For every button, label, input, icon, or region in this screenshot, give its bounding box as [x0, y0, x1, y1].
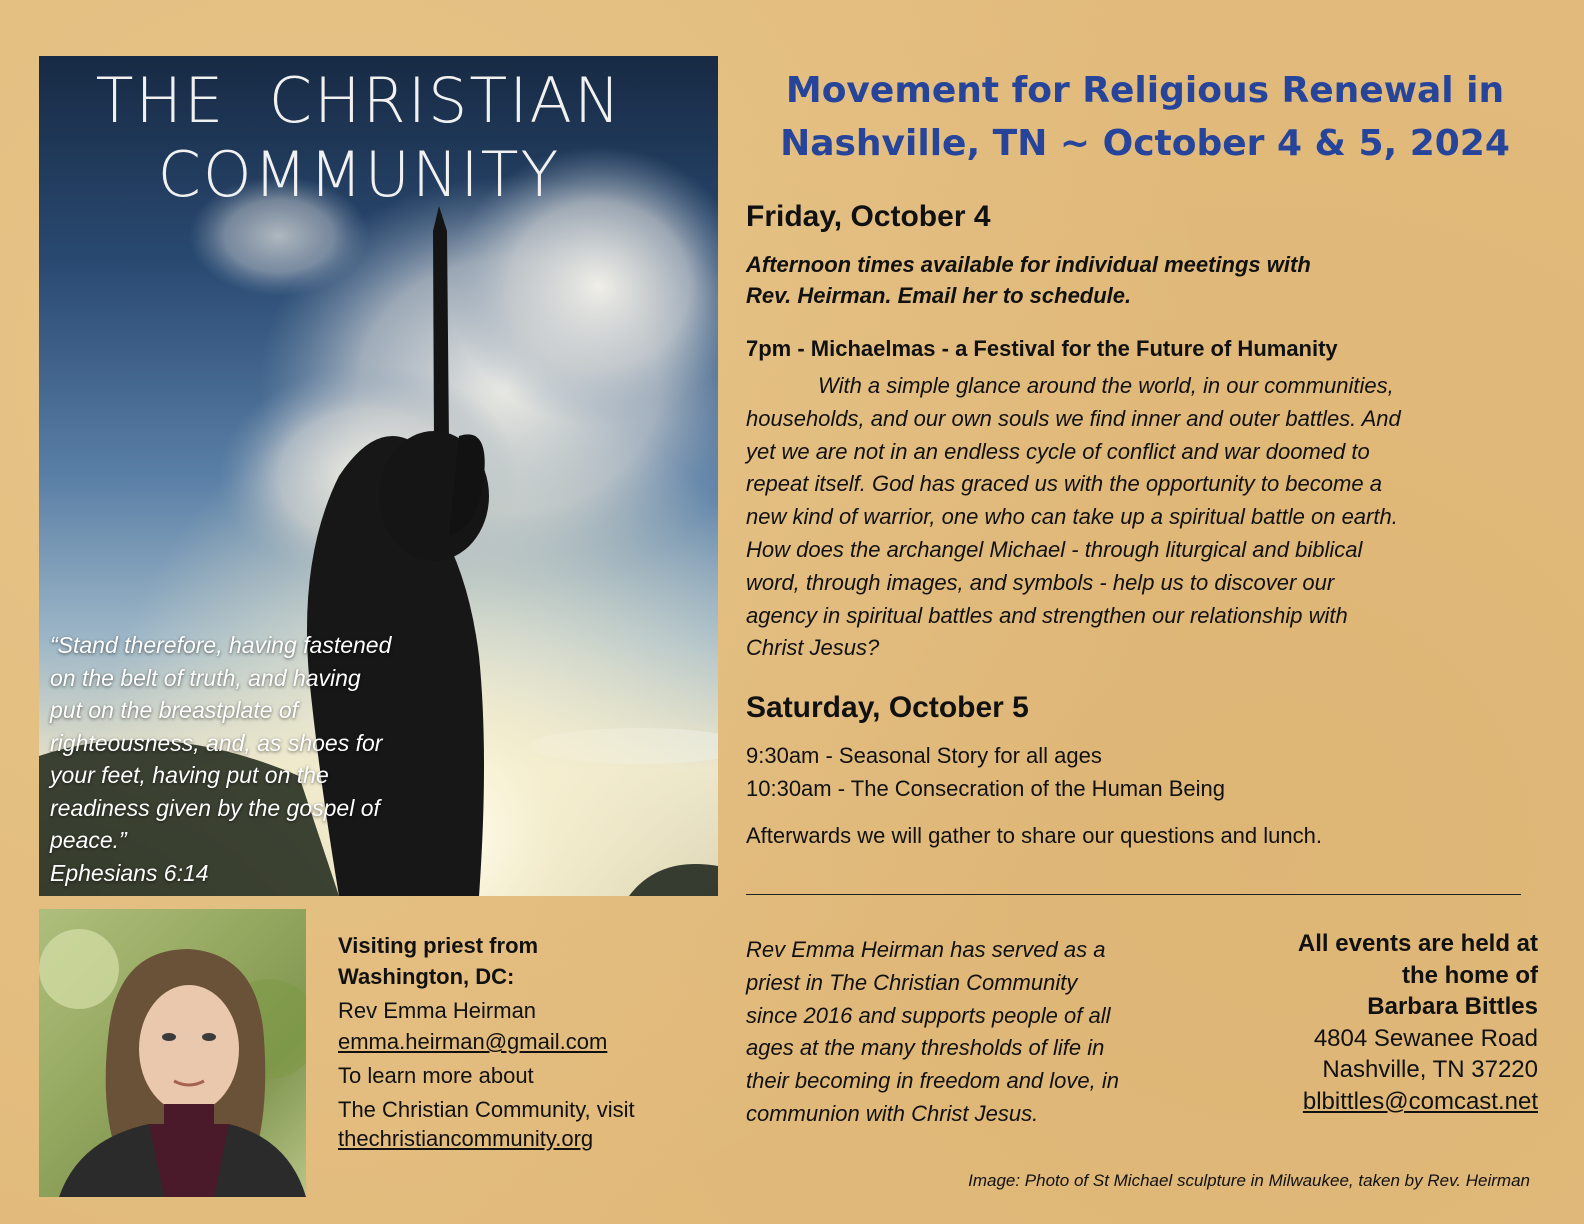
schedule-item: 9:30am - Seasonal Story for all ages	[746, 743, 1102, 768]
divider	[746, 894, 1521, 895]
priest-name: Rev Emma Heirman	[338, 998, 537, 1023]
bio-line: communion with Christ Jesus.	[746, 1100, 1039, 1126]
saturday-schedule	[746, 739, 1526, 852]
description-line: households, and our own souls we find inner and outer battles. And	[746, 405, 1401, 431]
description-line: agency in spiritual battles and strengthen our relationship with	[746, 602, 1348, 628]
portrait-image	[39, 909, 306, 1197]
quote-line: put on the breastplate of	[50, 697, 299, 723]
friday-note-line1: Afternoon times available for individual meetings with	[746, 252, 1311, 277]
hero-photo	[39, 56, 718, 896]
venue-email-link[interactable]: blbittles@comcast.net	[1302, 1087, 1538, 1115]
priest-bio	[746, 934, 1196, 1131]
schedule-item: 10:30am - The Consecration of the Human Being	[746, 776, 1225, 801]
hero-title-line1: THE CHRISTIAN	[95, 64, 623, 137]
priest-portrait-photo	[39, 909, 306, 1197]
priest-email-link[interactable]: emma.heirman@gmail.com	[338, 1029, 608, 1054]
description-line: repeat itself. God has graced us with the opportunity to become a	[746, 471, 1382, 497]
saturday-after: Afterwards we will gather to share our questions and lunch.	[746, 823, 1322, 848]
headline-line2: Nashville, TN ~ October 4 & 5, 2024	[780, 123, 1510, 164]
friday-note	[746, 249, 1506, 311]
description-line: Christ Jesus?	[746, 635, 880, 661]
friday-heading: Friday, October 4	[746, 200, 991, 233]
quote-line: “Stand therefore, having fastened	[50, 632, 392, 658]
hero-title	[39, 64, 679, 212]
learn-more-line1: To learn more about	[338, 1063, 534, 1088]
scripture-quote	[50, 629, 470, 889]
bio-line: ages at the many thresholds of life in	[746, 1035, 1105, 1061]
saturday-heading: Saturday, October 5	[746, 691, 1029, 724]
quote-line: peace.”	[50, 827, 127, 853]
visiting-heading-line2: Washington, DC:	[338, 964, 515, 989]
venue-info	[1200, 928, 1538, 1117]
quote-line: righteousness, and, as shoes for	[50, 729, 383, 756]
venue-line1: All events are held at	[1297, 930, 1538, 957]
venue-host: Barbara Bittles	[1367, 993, 1538, 1020]
quote-line: your feet, having put on the	[50, 762, 329, 788]
description-line: new kind of warrior, one who can take up a spiritual battle on earth.	[746, 504, 1398, 530]
hero-title-line2: COMMUNITY	[157, 138, 561, 211]
image-credit: Image: Photo of St Michael sculpture in Milwaukee, taken by Rev. Heirman	[968, 1171, 1530, 1190]
description-line: yet we are not in an endless cycle of conflict and war doomed to	[746, 438, 1370, 464]
learn-more-line2: The Christian Community, visit	[338, 1097, 635, 1122]
friday-note-line2: Rev. Heirman. Email her to schedule.	[746, 283, 1132, 308]
description-line: word, through images, and symbols - help us to discover our	[746, 569, 1335, 595]
description-line: How does the archangel Michael - through liturgical and biblical	[746, 536, 1363, 562]
venue-street: 4804 Sewanee Road	[1313, 1024, 1538, 1052]
quote-line: readiness given by the gospel of	[50, 794, 380, 821]
description-line: With a simple glance around the world, in our communities,	[818, 373, 1394, 398]
bio-line: Rev Emma Heirman has served as a	[746, 937, 1106, 962]
bio-line: their becoming in freedom and love, in	[746, 1068, 1119, 1094]
venue-line2: the home of	[1402, 961, 1538, 989]
quote-citation: Ephesians 6:14	[50, 859, 209, 886]
page-headline	[745, 64, 1545, 170]
friday-event-description	[746, 370, 1546, 665]
quote-line: on the belt of truth, and having	[50, 664, 361, 691]
website-link[interactable]: thechristiancommunity.org	[338, 1126, 594, 1151]
friday-event-title: 7pm - Michaelmas - a Festival for the Future of Humanity	[746, 336, 1338, 361]
headline-line1: Movement for Religious Renewal in	[785, 70, 1505, 111]
bio-line: since 2016 and supports people of all	[746, 1002, 1111, 1028]
venue-city: Nashville, TN 37220	[1322, 1056, 1538, 1083]
bio-line: priest in The Christian Community	[746, 969, 1078, 995]
visiting-heading-line1: Visiting priest from	[338, 933, 539, 958]
visiting-priest-info	[338, 930, 718, 1154]
